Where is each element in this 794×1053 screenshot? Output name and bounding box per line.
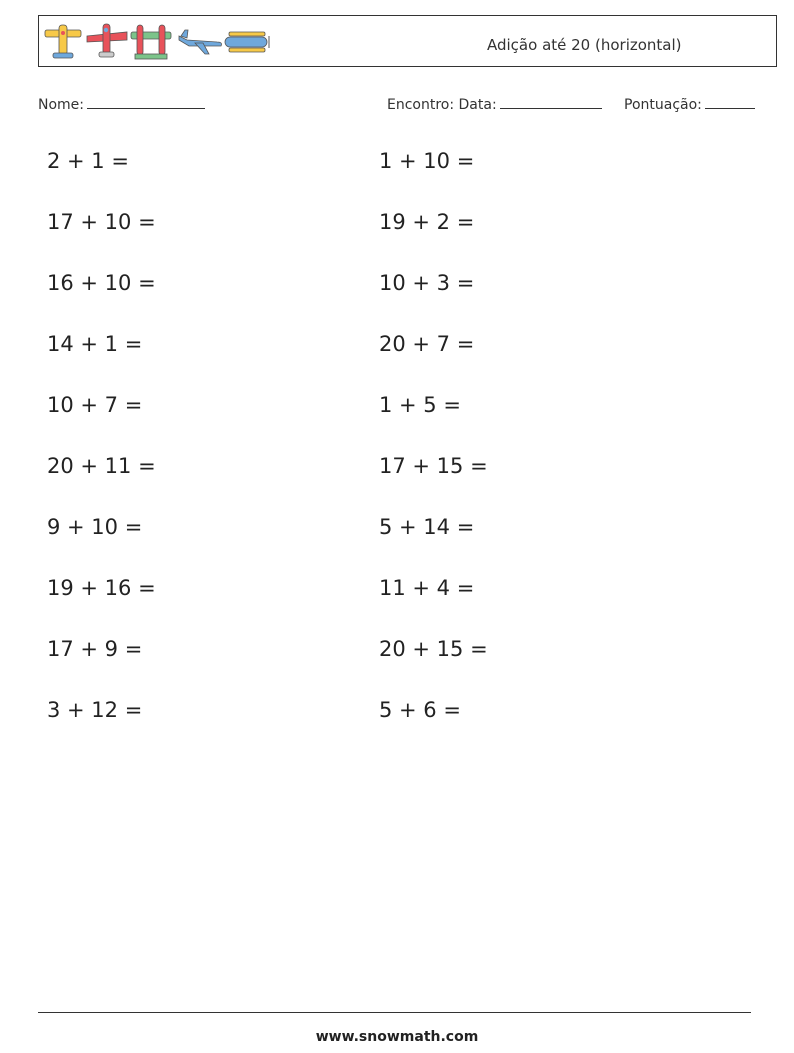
red-plane-icon	[87, 24, 127, 57]
problem-item: 20 + 7 =	[379, 332, 475, 356]
name-label: Nome:	[38, 97, 85, 113]
score-label: Pontuação:	[624, 97, 702, 113]
problem-item: 17 + 10 =	[47, 210, 156, 234]
problem-item: 9 + 10 =	[47, 515, 143, 539]
airplane-icons	[43, 22, 273, 62]
problem-item: 17 + 9 =	[47, 637, 143, 661]
problem-item: 10 + 7 =	[47, 393, 143, 417]
date-blank	[500, 94, 602, 109]
name-blank	[87, 94, 205, 109]
problem-item: 10 + 3 =	[379, 271, 475, 295]
problem-item: 3 + 12 =	[47, 698, 143, 722]
name-field	[38, 94, 205, 113]
problem-item: 2 + 1 =	[47, 149, 129, 173]
header-box	[38, 15, 777, 67]
score-field	[624, 94, 755, 113]
blue-jet-icon	[179, 30, 222, 54]
problem-item: 20 + 11 =	[47, 454, 156, 478]
problem-item: 14 + 1 =	[47, 332, 143, 356]
footer-divider	[38, 1012, 751, 1013]
yellow-plane-icon	[45, 25, 81, 58]
blue-biplane-icon	[225, 32, 269, 52]
problem-item: 11 + 4 =	[379, 576, 475, 600]
problem-item: 5 + 6 =	[379, 698, 461, 722]
problem-item: 1 + 5 =	[379, 393, 461, 417]
problem-item: 5 + 14 =	[379, 515, 475, 539]
meeting-field	[387, 94, 602, 113]
problem-item: 1 + 10 =	[379, 149, 475, 173]
problem-item: 19 + 16 =	[47, 576, 156, 600]
green-plane-icon	[131, 25, 171, 59]
score-blank	[705, 94, 755, 109]
page-title: Adição até 20 (horizontal)	[487, 36, 682, 54]
problem-item: 20 + 15 =	[379, 637, 488, 661]
footer-url: www.snowmath.com	[315, 1029, 479, 1045]
problem-item: 19 + 2 =	[379, 210, 475, 234]
meeting-label: Encontro: Data:	[387, 97, 497, 113]
problem-item: 17 + 15 =	[379, 454, 488, 478]
problem-item: 16 + 10 =	[47, 271, 156, 295]
